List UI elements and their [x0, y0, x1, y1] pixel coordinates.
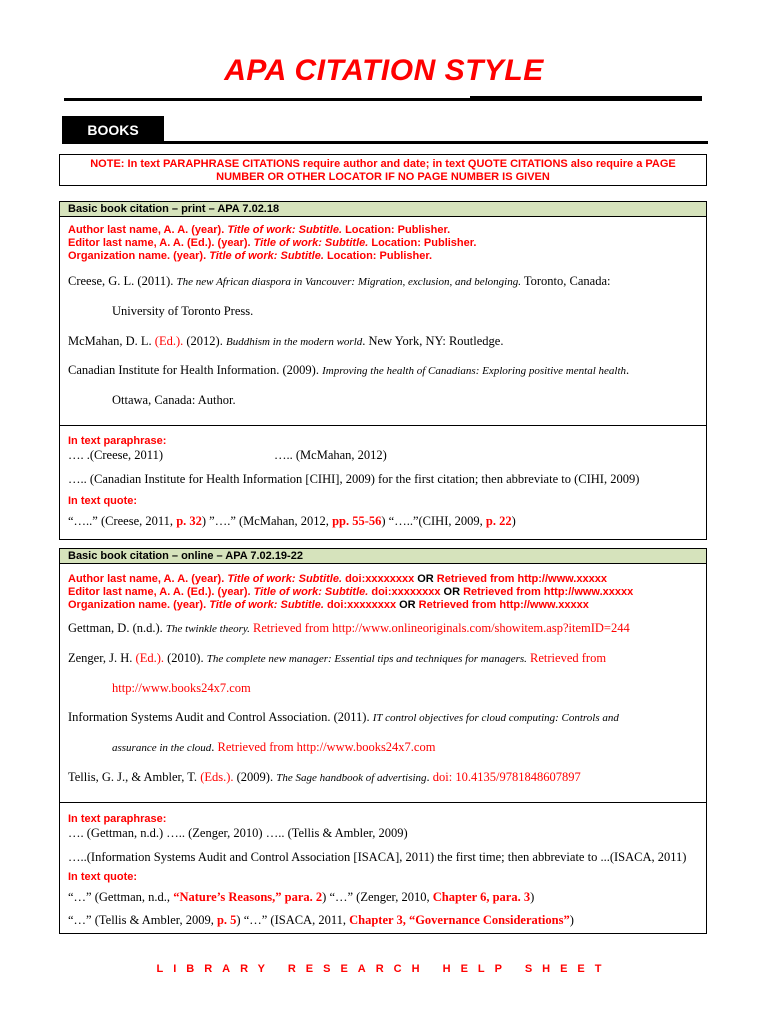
online-citation-box	[59, 548, 707, 934]
note-line-2: NUMBER OR OTHER LOCATOR IF NO PAGE NUMBER IS GIVEN	[216, 171, 550, 183]
reference-isaca: Information Systems Audit and Control Association. (2011). IT control objectives for cloud computing: Controls and	[68, 710, 619, 724]
reference-isaca-cont: assurance in the cloud. Retrieved from http://www.books24x7.com	[112, 740, 436, 754]
online-box-header: Basic book citation – online – APA 7.02.19-22	[60, 549, 706, 564]
online-paraphrase-line-2: …..(Information Systems Audit and Control Association [ISACA], 2011) the first time; then abbreviate to ...(ISACA, 2011)	[68, 850, 687, 864]
note-line-1: NOTE: In text PARAPHRASE CITATIONS require author and date; in text QUOTE CITATIONS also require a PAGE	[90, 158, 676, 170]
title-underline-accent	[470, 96, 702, 101]
online-format-line-organization: Organization name. (year). Title of work: Subtitle. doi:xxxxxxxx OR Retrieved from http://www.xxxxx	[68, 599, 589, 611]
reference-gettman: Gettman, D. (n.d.). The twinkle theory. Retrieved from http://www.onlineoriginals.com/showitem.asp?itemID=244	[68, 621, 630, 635]
reference-cihi: Canadian Institute for Health Information. (2009). Improving the health of Canadians: Exploring positive mental health.	[68, 363, 630, 377]
online-paraphrase-label: In text paraphrase:	[68, 813, 167, 825]
reference-zenger: Zenger, J. H. (Ed.). (2010). The complete new manager: Essential tips and techniques for managers. Retrieved from	[68, 651, 607, 665]
online-format-line-editor: Editor last name, A. A. (Ed.). (year). Title of work: Subtitle. doi:xxxxxxxx OR Retrieved from http://www.xxxxx	[68, 586, 634, 598]
reference-creese: Creese, G. L. (2011). The new African diaspora in Vancouver: Migration, exclusion, and belonging. Toronto, Canada:	[68, 274, 611, 288]
online-format-line-author: Author last name, A. A. (year). Title of work: Subtitle. doi:xxxxxxxx OR Retrieved from http://www.xxxxx	[68, 573, 607, 585]
reference-creese-cont: University of Toronto Press.	[112, 304, 254, 318]
section-tab-rule	[62, 141, 708, 144]
online-quote-label: In text quote:	[68, 871, 138, 883]
online-paraphrase-line-1: …. (Gettman, n.d.) ….. (Zenger, 2010) ….. (Tellis & Ambler, 2009)	[68, 826, 408, 840]
online-quote-line-1: “…” (Gettman, n.d., “Nature’s Reasons,” para. 2) “…” (Zenger, 2010, Chapter 6, para. 3)	[68, 890, 535, 904]
page-title: APA CITATION STYLE	[224, 54, 544, 87]
paraphrase-line-1b: ….. (McMahan, 2012)	[274, 448, 387, 462]
section-tab-books: BOOKS	[62, 116, 164, 144]
format-line-organization: Organization name. (year). Title of work: Subtitle. Location: Publisher.	[68, 250, 433, 262]
reference-mcmahan: McMahan, D. L. (Ed.). (2012). Buddhism in the modern world. New York, NY: Routledge.	[68, 334, 504, 348]
online-box-divider	[60, 802, 706, 803]
quote-label: In text quote:	[68, 495, 138, 507]
footer-title: LIBRARY RESEARCH HELP SHEET	[156, 963, 612, 975]
reference-zenger-url: http://www.books24x7.com	[112, 681, 251, 695]
paraphrase-label: In text paraphrase:	[68, 435, 167, 447]
reference-tellis: Tellis, G. J., & Ambler, T. (Eds.). (2009). The Sage handbook of advertising. doi: 10.4135/9781848607897	[68, 770, 581, 784]
note-box	[59, 154, 707, 186]
online-quote-line-2: “…” (Tellis & Ambler, 2009, p. 5) “…” (ISACA, 2011, Chapter 3, “Governance Considerations”)	[68, 913, 574, 927]
print-citation-box	[59, 201, 707, 540]
format-line-editor: Editor last name, A. A. (Ed.). (year). Title of work: Subtitle. Location: Publisher.	[68, 237, 477, 249]
format-line-author: Author last name, A. A. (year). Title of work: Subtitle. Location: Publisher.	[68, 224, 451, 236]
print-box-header: Basic book citation – print – APA 7.02.18	[60, 202, 706, 217]
print-box-divider	[60, 425, 706, 426]
reference-cihi-cont: Ottawa, Canada: Author.	[112, 393, 236, 407]
quote-line: “…..” (Creese, 2011, p. 32) ”….” (McMahan, 2012, pp. 55-56) “…..”(CIHI, 2009, p. 22)	[68, 514, 516, 528]
paraphrase-line-1a: …. .(Creese, 2011)	[68, 448, 163, 462]
paraphrase-line-2: ….. (Canadian Institute for Health Information [CIHI], 2009) for the first citation; then abbreviate to (CIHI, 2009)	[68, 472, 640, 486]
